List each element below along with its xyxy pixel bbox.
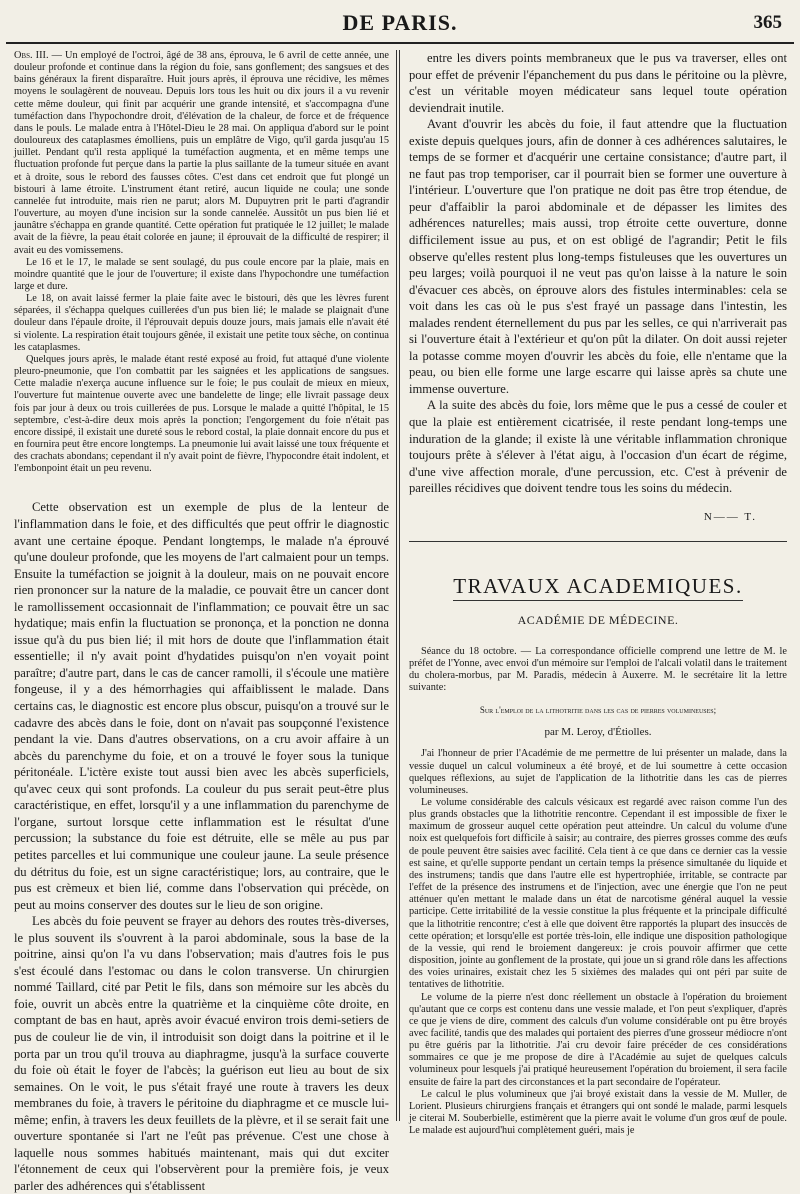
page-header xyxy=(0,0,800,44)
article-paragraph: Le volume de la pierre n'est donc réellement un obstacle à l'opération du broiement qu'autant que ce corps est contenu dans une vessie malade, et l'on peut s'expliquer, d'après ce que je viens de dire, comment des calculs d'un volume considérable ont pu être broyés avec facilité, tandis que des malades qui portaient des pierres d'une grosseur médiocre n'ont pu être guéris par la lithotritie. J'ai cru devoir faire précéder de ces considérations sommaires ce que je me propose de dire à l'Académie au sujet de quelques calculs volumineux pour lesquels j'ai pratiqué heureusement l'opération du broiement, il sera facile ensuite de faire la part des circonstances et la part secondaire de l'opérateur. xyxy=(409,991,787,1088)
left-column xyxy=(14,50,390,1193)
page-number: 365 xyxy=(753,12,782,33)
observation-paragraph: Le 16 et le 17, le malade se sent soulagé, du pus coule encore par la plaie, mais en moindre quantité que le jour de l'ouverture; il existe dans l'hypochondre une tuméfaction large et dure. xyxy=(14,256,389,292)
right-column xyxy=(409,50,787,1137)
article-paragraph: Le calcul le plus volumineux que j'ai broyé existait dans la vessie de M. Muller, de Lorient. Plusieurs chirurgiens français et étrangers qui ont sondé le malade, parmi lesquels je citerai M. Souberbielle, estimèrent que la pierre avait le volume d'un gros œuf de poule. Le malade est aujourd'hui complètement guéri, mais je xyxy=(409,1088,787,1137)
observation-text: — Un employé de l'octroi, âgé de 38 ans, éprouva, le 6 avril de cette année, une douleur profonde et continue dans la région du foie, sans gonflement; des sangsues et des bains généraux la firent disparaître. Huit jours après, il éprouva une récidive, les mêmes moyens le soulagèrent de nouveau. Depuis lors tous les huit ou dix jours il a vu revenir cette même douleur, qui finit par acquérir une grande intensité, et s'accompagna d'une tuméfaction dans l'hypochondre droit, d'élévation de la chaleur, de force et de fréquence dans le pouls. Le malade entra à l'Hôtel-Dieu le 28 mai. On appliqua d'abord sur le point douloureux des cataplasmes émolliens, puis un emplâtre de Vigo, qu'il garda jusqu'au 15 juillet. Pendant qu'il resta appliqué la tuméfaction augmenta, et en même temps une fluctuation profonde fut perçue dans la partie la plus saillante de la tumeur située en avant et à droite, sous le rebord des fausses côtes. C'est dans cet endroit que fut plongé un bistouri à lame étroite. L'instrument étant retiré, aucun liquide ne coula; une sonde cannelée fut introduite, mais rien ne parut; alors M. Dupuytren prit le parti d'agrandir l'ouverture, au moyen d'une incision sur la sonde cannelée. Aussitôt un pus bien lié et jaunâtre s'échappa en grande quantité. Cette opération fut pratiquée le 12 juillet; le malade avait de la fièvre, la peau était colorée en jaune; il éprouvait de la difficulté de respirer; il avait eu des vomissemens. xyxy=(14,50,390,256)
section-title-text: TRAVAUX ACADEMIQUES. xyxy=(453,574,742,601)
observation-paragraph xyxy=(14,50,389,257)
section-title xyxy=(409,574,787,599)
paragraph-spacer xyxy=(14,475,389,499)
seance-paragraph: Séance du 18 octobre. — La correspondance officielle comprend une lettre de M. le préfet de l'Yonne, avec envoi d'un mémoire sur l'emploi de l'alcali volatil dans le traitement du cholera-morbus, par M. Paradis, médecin à Auxerre. M. le secrétaire lit la lettre suivante: xyxy=(409,645,787,694)
header-rule xyxy=(6,42,794,44)
article-paragraph: Le volume considérable des calculs vésicaux est regardé avec raison comme l'un des plus grands obstacles que la lithotritie rencontre. Cependant il est impossible de fixer le maximum de grosseur auquel cette opération peut atteindre. Un calcul du volume d'une noix est quelquefois fort difficile à saisir; au contraire, des pierres grosses comme des œufs de poule peuvent être saisies avec facilité. Cela tient à ce que dans ce dernier cas la vessie est saine, et qu'elle supporte pendant un certain temps la présence simultanée du liquide et des instrumens; tandis que dans l'autre elle est hypertrophiée, irritable, se contracte par l'effet de la présence des instrumens et de l'injection, avec une énergie que l'on ne peut atténuer qu'en mettant le malade dans un état de narcotisme général auquel la vessie participe. Cette irritabilité de la vessie constitue la plus fréquente et la principale difficulté que la lithotritie rencontre; c'est à elle que doivent être rapportés la plupart des insuccès de cette opération; et lorsqu'elle est portée très-loin, elle indique une disposition pathologique de la vessie, qui rend le broiement dangereux: je crois pouvoir affirmer que cette disposition, jointe au gonflement de la prostate, qui joue un si grand rôle dans les affections des voies urinaires, existait chez les 5 sixièmes des malades qui ont péri par suite de tentatives de lithotritie. xyxy=(409,797,787,991)
section-rule xyxy=(409,541,787,542)
body-paragraph: A la suite des abcès du foie, lors même que le pus a cessé de couler et que la plaie est entièrement cicatrisée, il reste pendant long-temps une induration de la glande; il existe là une véritable inflammation chronique toujours prête à s'élever à l'état aigu, à l'occasion d'un écart de régime, d'une vive affection morale, d'une percussion, etc. C'est à prévenir de pareilles récidives que doivent tendre tous les soins du médecin. xyxy=(409,398,787,496)
subsection-title: ACADÉMIE DE MÉDECINE. xyxy=(517,612,679,627)
article-author: par M. Leroy, d'Étiolles. xyxy=(544,726,652,739)
body-paragraph: Avant d'ouvrir les abcès du foie, il faut attendre que la fluctuation existe depuis quelques jours, afin de donner à ces adhérences salutaires, le temps de se former et d'acquérir une certaine consistance; d'autre part, il ne faut pas trop temporiser, car il pourrait bien se former une ouverture à l'intérieur. L'ouverture que l'on pratique ne doit pas être trop étendue, de peur d'affaiblir la paroi abdominale et de dépasser les limites des adhérences naturelles; mais aussi, trop étroite cette ouverture, donne difficilement issue au pus, et on est obligé de l'agrandir; Petit le fils observe qu'elles restent plus long-temps fistuleuses que les ouvertures un peu larges; voilà pourquoi il ne veut pas qu'on laisse à la nature le soin d'évacuer ces abcès, on éprouve alors des fistules interminables: cela se voit dans les cas où le pus s'est frayé un passage dans l'intestin, les malades rendent éternellement du pus par les selles, ce qui n'arriverait pas si l'ouverture était à l'extérieur et qu'on pût la dilater. On doit aussi rejeter la potasse comme moyen d'ouvrir les abcès du foie, elle n'entame que la peau, ou bien elle forme une large escarre qui laisse après sa chute une immense ouverture. xyxy=(409,117,787,396)
article-paragraph: J'ai l'honneur de prier l'Académie de me permettre de lui présenter un malade, dans la vessie duquel un calcul volumineux a été broyé, et de lui soumettre à cette occasion quelques réflexions, au sujet de l'application de la lithotritie dans les cas de pierres volumineuses. xyxy=(409,748,787,796)
column-rule xyxy=(396,50,397,1121)
author-signature: N—— T. xyxy=(703,510,757,523)
observation-label: Obs. III. xyxy=(14,50,49,61)
observation-paragraph: Le 18, on avait laissé fermer la plaie faite avec le bistouri, dès que les lèvres furent séparées, il s'échappa quelques cuillerées d'un pus bien lié; le malade se plaignait d'une douleur dans l'épaule droite, il l'éprouvait depuis douze jours, mais jamais elle n'avait été si violente. La respiration était toujours gênée, il existait une petite toux sèche, on continua les cataplasmes. xyxy=(14,293,389,353)
running-head: DE PARIS. xyxy=(342,10,458,35)
article-title: Sur l'emploi de la lithotritie dans les cas de pierres volumineuses; xyxy=(479,705,717,716)
observation-paragraph: Quelques jours après, le malade étant resté exposé au froid, fut attaqué d'une violente pleuro-pneumonie, que l'on combattit par les saignées et les applications de sangsues. Cette maladie n'exerça aucune influence sur le foie; le pus coulait de mieux en mieux, l'ouverture fut maintenue ouverte avec une bandelette de linge; elle livrait passage deux fois par jour à deux ou trois cuillerées de pus. Lorsque le malade a quitté l'hôpital, le 15 septembre, c'est-à-dire deux mois après la ponction; l'engorgement du foie n'était pas encore dissipé, il existait une dureté sous le rebord costal, la plaie donnait encore du pus et en fournira peut être encore longtemps. La pneumonie lui avait laissé une toux fréquente et des crachats abondans; cependant il n'y avait point de fièvre, l'hypocondre était indolent, et l'embonpoint était un peu revenu. xyxy=(14,353,389,475)
body-paragraph: entre les divers points membraneux que le pus va traverser, elles ont pour effet de prévenir l'épanchement du pus dans le péritoine ou la plèvre, c'est un véritable moyen médicateur sans lequel toute opération deviendrait inutile. xyxy=(409,51,787,115)
body-paragraph: Cette observation est un exemple de plus de la lenteur de l'inflammation dans le foie, et des difficultés que peut offrir le diagnostic avant une certaine époque. Pendant longtemps, le malade n'a éprouvé qu'une douleur profonde, que les moyens de l'art calmaient pour un temps. Ensuite la tuméfaction se joignit à la douleur, mais on ne pouvait encore rien prononcer sur la nature de la maladie, ce pouvait être un cancer dont le ramollissement occasionnait de l'inflammation; ce pouvait être un sac hydatique; mais enfin la fluctuation se prononça, et la ponction ne donna issue qu'à du pus bien lié; il mit hors de doute que l'inflammation était essentielle; il n'y avait point d'hydatides puisqu'on n'en voyait point paraître; d'autre part, dans le cas de cancer ramolli, il s'écoule une matière fongeuse, il y a des hémorrhagies qui affaiblissent le malade. Dans certains cas, le diagnostic est encore plus obscur, puisqu'on a trouvé sur le cadavre des abcès dans le foie, dont on n'avait pas soupçonné l'existence pendant la vie. Dans d'autres observations, on a cru avoir affaire à un abcès du parenchyme du foie, et on a trouvé le foyer sous la tunique péritonéale. L'ictère existe tout aussi bien avec les abcès superficiels, qu'avec ceux qui sont profonds. La couleur du pus serait peut-être plus caractéristique, en effet, lorsqu'il y a une inflammation du parenchyme de l'organe, surtout lorsque cette inflammation est le résultat d'une percussion; la substance du foie est détruite, elle se mêle au pus par petites parcelles et lui communique une couleur jaune. La seule présence du détritus du foie, est un signe caractéristique; lors, au contraire, que le pus est crèmeux et bien lié, comme dans l'observation qui précède, on peut au moins conserver des doutes sur le lieu de son origine. xyxy=(14,500,389,912)
column-rule xyxy=(399,50,400,1121)
body-paragraph: Les abcès du foie peuvent se frayer au dehors des routes très-diverses, le plus souvent ils s'ouvrent à la paroi abdominale, sous la base de la poitrine, ainsi qu'on l'a vu dans l'observation; mais d'autres fois le pus s'est écoulé dans l'estomac ou dans le colon transverse. Un chirurgien nommé Taillard, cité par Petit le fils, dans son mémoire sur les abcès du foie, ouvrit un abcès entre la quatrième et la cinquième côte droite, en comptant de bas en haut, après avoir évacué environ trois demi-setiers de pus de couleur lie de vin, il introduisit son doigt dans la poitrine et il le porta par un trou qu'il trouva au diaphragme, jusqu'à la surface couverte du foie où était le foyer de l'abcès; la guérison eut lieu au bout de six semaines. On le voit, le pus s'était frayé une route à travers les deux membranes du foie, à travers le péritoine du diaphragme et ce muscle lui-même; enfin, à travers les deux feuillets de la plèvre, et il se serait fait une ouverture spontanée si l'art ne l'eût pas prévenue. C'est une chose à laquelle nous sommes habitués maintenant, mais qui dut exciter l'étonnement de ceux qui l'observèrent pour la première fois, je veux parler des adhérences qui s'établissent xyxy=(14,914,389,1193)
